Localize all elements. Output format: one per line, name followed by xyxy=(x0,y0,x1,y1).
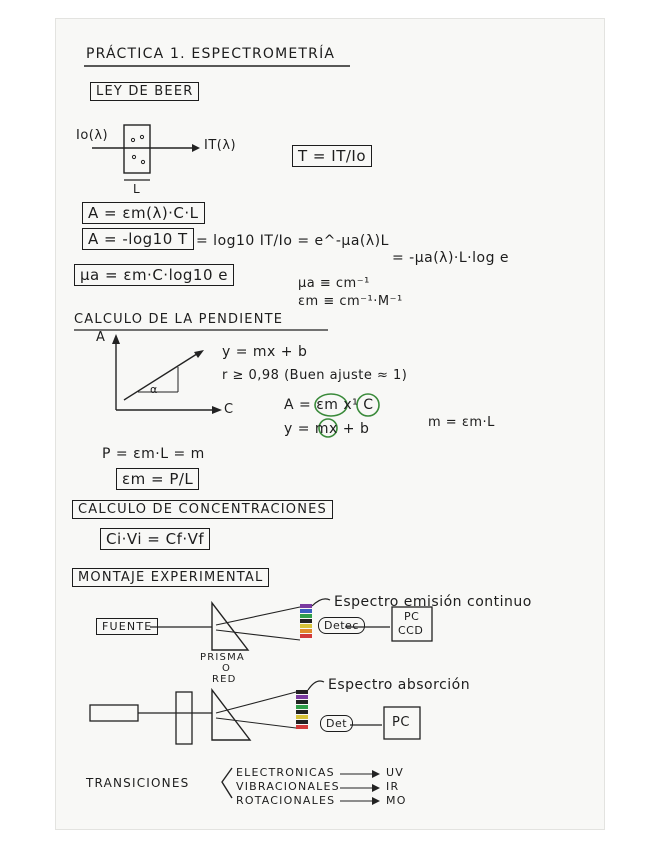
prism1 xyxy=(212,603,248,650)
pc1-label: PC xyxy=(404,610,420,623)
spectrum1 xyxy=(300,604,312,638)
ray-lower xyxy=(216,630,300,640)
y-linear: y = mx + b xyxy=(284,421,370,437)
graph-angle: α xyxy=(150,383,158,396)
cuvette xyxy=(124,125,150,173)
ray2-lower xyxy=(216,718,296,728)
section-setup: MONTAJE EXPERIMENTAL xyxy=(72,568,269,587)
region-mo: MO xyxy=(386,794,407,807)
absorbance-log-rest: = log10 IT/Io = e^-μa(λ)L xyxy=(196,233,389,249)
transition-electronic: ELECTRONICAS xyxy=(236,766,335,779)
transitions-label: TRANSICIONES xyxy=(86,776,190,790)
graph-x-label: C xyxy=(224,402,234,417)
prism-label: PRISMA xyxy=(200,652,245,663)
prism2 xyxy=(212,690,250,740)
source2 xyxy=(90,705,138,721)
particle xyxy=(132,155,135,158)
section-beer: LEY DE BEER xyxy=(90,82,199,101)
spectrum-arrow2 xyxy=(308,681,324,690)
cuvette2 xyxy=(176,692,192,744)
particle xyxy=(141,160,144,163)
dilution-formula: Ci·Vi = Cf·Vf xyxy=(100,528,210,550)
absorbance-log-tail: = -μa(λ)·L·log e xyxy=(392,250,510,266)
detector2: Det xyxy=(320,715,353,732)
mu-formula: μa = εm·C·log10 e xyxy=(74,264,234,286)
absorbance-formula: A = εm(λ)·C·L xyxy=(82,202,205,224)
mu-units: μa ≡ cm⁻¹ xyxy=(298,276,370,291)
section-concentrations: CALCULO DE CONCENTRACIONES xyxy=(72,500,333,519)
fit-arrow xyxy=(194,350,204,358)
particle xyxy=(140,135,143,138)
p-equation: P = εm·L = m xyxy=(102,446,205,462)
spectrum2 xyxy=(296,690,308,729)
emission-spectrum-label: Espectro emisión continuo xyxy=(334,594,532,610)
transmitted-intensity: IT(λ) xyxy=(204,138,237,153)
region-ir: IR xyxy=(386,780,400,793)
page-title: PRÁCTICA 1. ESPECTROMETRÍA xyxy=(86,46,336,62)
fit-criterion: r ≥ 0,98 (Buen ajuste ≈ 1) xyxy=(222,368,408,383)
spectrum-arrow1 xyxy=(312,599,330,606)
grating-label: RED xyxy=(212,674,237,685)
ray2-upper xyxy=(216,692,296,713)
x-arrow xyxy=(212,406,222,414)
absorbance-log-formula: A = -log10 T xyxy=(82,228,194,250)
particle xyxy=(131,138,134,141)
light-source: FUENTE xyxy=(96,618,158,635)
path-length: L xyxy=(133,182,141,196)
brace xyxy=(222,768,232,798)
section-slope: CALCULO DE LA PENDIENTE xyxy=(74,312,284,327)
transmittance-formula: T = IT/Io xyxy=(292,145,372,167)
absorption-spectrum-label: Espectro absorción xyxy=(328,677,471,693)
absorbance-linear: A = εm x¹ C xyxy=(284,397,374,413)
region-uv: UV xyxy=(386,766,404,779)
line-equation: y = mx + b xyxy=(222,344,308,360)
transition-rotational: ROTACIONALES xyxy=(236,794,336,807)
graph-y-label: A xyxy=(96,330,106,345)
eps-units: εm ≡ cm⁻¹·M⁻¹ xyxy=(298,294,403,309)
or-label: O xyxy=(222,663,232,674)
detector1: Detec xyxy=(318,617,365,634)
ccd-label: CCD xyxy=(398,624,424,637)
pc2-label: PC xyxy=(392,715,410,730)
slope-equation: m = εm·L xyxy=(428,415,495,430)
transition-vibrational: VIBRACIONALES xyxy=(236,780,340,793)
incident-intensity: Io(λ) xyxy=(76,128,109,143)
fit-line xyxy=(124,352,200,400)
epsilon-equation: εm = P/L xyxy=(116,468,199,490)
y-arrow xyxy=(112,334,120,344)
beam-arrow xyxy=(192,144,200,152)
ray-upper xyxy=(216,607,300,625)
